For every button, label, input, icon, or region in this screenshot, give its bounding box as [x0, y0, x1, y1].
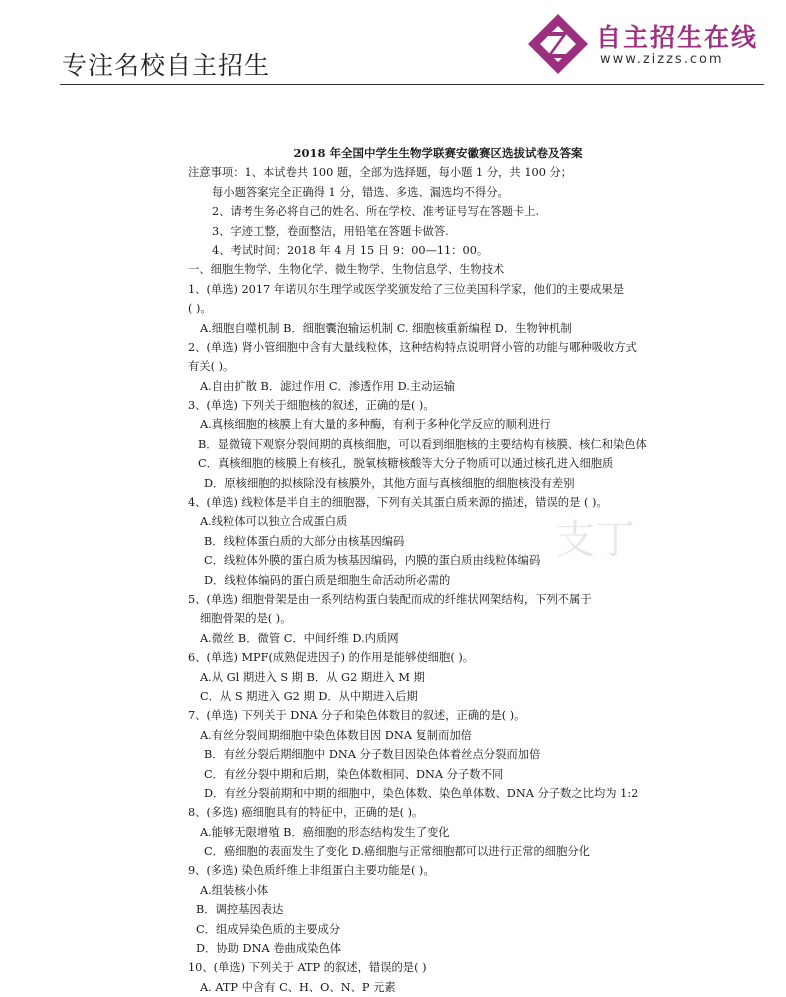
note-line: 2、请考生务必将自己的姓名、所在学校、准考证号写在答题卡上.	[212, 205, 540, 219]
question-line: C．有丝分裂中期和后期，染色体数相同、DNA 分子数不同	[204, 767, 504, 781]
question-line: 2、(单选) 肾小管细胞中含有大量线粒体，这种结构特点说明肾小管的功能与哪种吸收方式	[188, 340, 637, 354]
watermark: 支丁	[555, 517, 635, 563]
document-title: 2018 年全国中学生生物学联赛安徽赛区选拔试卷及答案	[293, 146, 583, 160]
question-line: B．有丝分裂后期细胞中 DNA 分子数目因染色体着丝点分裂而加倍	[204, 748, 541, 762]
question-line: 7、(单选) 下列关于 DNA 分子和染色体数目的叙述，正确的是( )。	[188, 709, 526, 723]
question-line: C．线粒体外膜的蛋白质为核基因编码，内膜的蛋白质由线粒体编码	[204, 554, 541, 568]
header-divider	[60, 84, 764, 85]
question-line: A.真核细胞的核膜上有大量的多种酶，有利于多种化学反应的顺利进行	[200, 418, 551, 432]
question-line: 6、(单选) MPF(成熟促进因子) 的作用是能够使细胞( )。	[188, 651, 475, 665]
question-line: C．真核细胞的核膜上有核孔，脱氧核糖核酸等大分子物质可以通过核孔进入细胞质	[198, 457, 614, 471]
question-line: C．癌细胞的表面发生了变化 D.癌细胞与正常细胞都可以进行正常的细胞分化	[204, 845, 590, 859]
brand-url[interactable]: www.zizzs.com	[600, 52, 724, 67]
question-line: A.能够无限增殖 B．癌细胞的形态结构发生了变化	[200, 825, 450, 839]
question-line: 有关( )。	[188, 360, 235, 374]
header-slogan: 专注名校自主招生	[62, 51, 271, 80]
question-line: D．有丝分裂前期和中期的细胞中，染色体数、染色单体数、DNA 分子数之比均为 1:2	[204, 786, 639, 800]
note-line: 每小题答案完全正确得 1 分，错选、多选、漏选均不得分。	[212, 185, 509, 199]
question-list	[188, 280, 688, 997]
zizzs-logo-icon	[526, 12, 590, 76]
question-line: A.有丝分裂间期细胞中染色体数目因 DNA 复制而加倍	[200, 728, 472, 742]
question-line: A.微丝 B．微管 C．中间纤维 D.内质网	[200, 631, 399, 645]
note-line: 3、字迹工整，卷面整洁，用铅笔在答题卡做答.	[212, 224, 449, 238]
question-line: ( )。	[188, 302, 212, 316]
question-line: 9、(多选) 染色质纤维上非组蛋白主要功能是( )。	[188, 864, 435, 878]
question-line: D．协助 DNA 卷曲成染色体	[196, 942, 342, 956]
brand-logo[interactable]	[526, 12, 776, 76]
question-line: A.线粒体可以独立合成蛋白质	[200, 515, 348, 529]
question-line: A.自由扩散 B．滤过作用 C．渗透作用 D.主动运输	[200, 379, 456, 393]
question-line: 1、(单选) 2017 年诺贝尔生理学或医学奖颁发给了三位美国科学家，他们的主要成果是	[188, 282, 625, 296]
question-line: 3、(单选) 下列关于细胞核的叙述，正确的是( )。	[188, 399, 435, 413]
question-line: A.从 Gl 期进入 S 期 B．从 G2 期进入 M 期	[200, 670, 425, 684]
note-line: 4、考试时间：2018 年 4 月 15 日 9：00—11：00。	[212, 243, 489, 257]
question-line: 8、(多选) 癌细胞具有的特征中，正确的是( )。	[188, 806, 424, 820]
question-line: B．调控基因表达	[196, 903, 284, 917]
question-line: 细胞骨架的是( )。	[200, 612, 292, 626]
question-line: D．原核细胞的拟核除没有核膜外，其他方面与真核细胞的细胞核没有差别	[204, 476, 575, 490]
question-line: A.组装核小体	[200, 883, 269, 897]
question-line: D．线粒体编码的蛋白质是细胞生命活动所必需的	[204, 573, 451, 587]
section-heading: 一、细胞生物学、生物化学、微生物学、生物信息学、生物技术	[188, 263, 505, 277]
question-line: 10、(单选) 下列关于 ATP 的叙述，错误的是( )	[188, 961, 427, 975]
question-line: 4、(单选) 线粒体是半自主的细胞器，下列有关其蛋白质来源的描述，错误的是 ( )。	[188, 496, 608, 510]
brand-name: 自主招生在线	[596, 23, 759, 52]
question-line: 5、(单选) 细胞骨架是由一系列结构蛋白装配而成的纤维状网架结构，下列不属于	[188, 592, 592, 606]
question-line: B．显微镜下观察分裂间期的真核细胞，可以看到细胞核的主要结构有核膜、核仁和染色体	[198, 437, 647, 451]
question-line: C．组成异染色质的主要成分	[196, 922, 341, 936]
note-line: 注意事项：1、本试卷共 100 题，全部为选择题，每小题 1 分，共 100 分；	[188, 166, 573, 180]
question-line: A.细胞自噬机制 B．细胞囊泡输运机制 C. 细胞核重新编程 D．生物钟机制	[200, 321, 572, 335]
question-line: B．线粒体蛋白质的大部分由核基因编码	[204, 534, 405, 548]
question-line: A. ATP 中含有 C、H、O、N、P 元素	[200, 980, 396, 994]
exam-document	[188, 144, 688, 997]
question-line: C．从 S 期进入 G2 期 D．从中期进入后期	[200, 689, 418, 703]
